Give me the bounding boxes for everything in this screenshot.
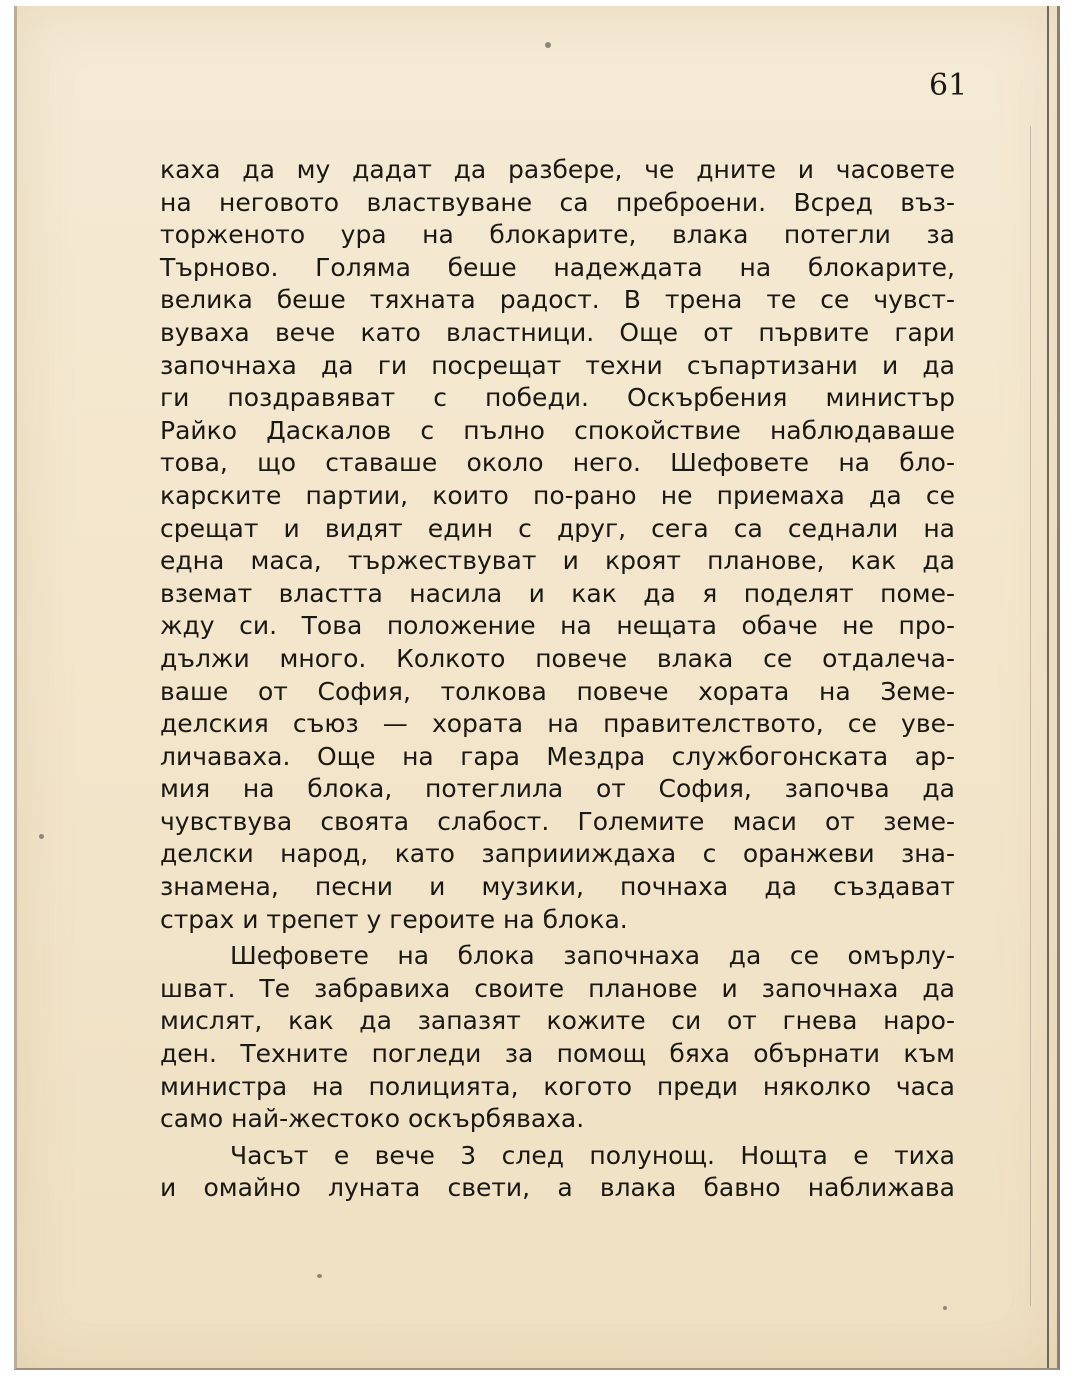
print-speck	[943, 1306, 947, 1310]
page-edge-shadow	[1047, 6, 1049, 1368]
text-line: на неговото властвуване са преброени. Всред въз-	[160, 187, 955, 217]
text-line: министра на полицията, когото преди няколко часа	[160, 1071, 955, 1101]
text-line: Търново. Голяма беше надеждата на блокарите,	[160, 252, 955, 282]
text-line: каха да му дадат да разбере, че дните и часовете	[160, 155, 955, 184]
text-line: жду си. Това положение на нещата обаче не про-	[160, 611, 955, 641]
body-text	[160, 154, 955, 1205]
text-line: срещат и видят един с друг, сега са седнали на	[160, 513, 955, 543]
text-line: дължи много. Колкото повече влака се отдалеча-	[160, 643, 955, 673]
text-line: карските партии, които по-рано не приемаха да се	[160, 480, 955, 510]
text-line: една маса, тържествуват и кроят планове, как да	[160, 546, 955, 576]
text-line: страх и трепет у героите на блока.	[160, 904, 628, 934]
text-line: делския съюз — хората на правителството, се уве-	[160, 709, 955, 739]
text-line: само най-жестоко оскърбяваха.	[160, 1104, 585, 1134]
text-line: ваше от София, толкова повече хората на Земе-	[160, 676, 955, 706]
text-line: това, що ставаше около него. Шефовете на бло-	[160, 448, 955, 478]
text-line: чувствува своята слабост. Големите маси от земе-	[160, 806, 955, 836]
text-line: знамена, песни и музики, почнаха да създават	[160, 872, 955, 902]
text-line: ги поздравяват с победи. Оскърбения министър	[160, 383, 955, 413]
text-line: мислят, как да запазят кожите си от гнева наро-	[160, 1006, 955, 1036]
text-line: Райко Даскалов с пълно спокойствие наблюдаваше	[160, 415, 955, 445]
page-fold-line	[1030, 126, 1031, 1306]
text-line: шват. Те забравиха своите планове и започнаха да	[160, 973, 955, 1003]
paragraph	[160, 940, 955, 1136]
text-line: делски народ, като заприииждаха с оранжеви зна-	[160, 839, 955, 869]
paragraph	[160, 154, 955, 936]
text-line: вуваха вече като властници. Още от първите гари	[160, 317, 955, 347]
print-speck	[545, 42, 551, 48]
text-line: ден. Техните погледи за помощ бяха обърнати към	[160, 1039, 955, 1069]
text-line: Шефовете на блока започнаха да се омърлу-	[230, 941, 955, 971]
text-line: торженото ура на блокарите, влака потегли за	[160, 220, 955, 250]
text-line: започнаха да ги посрещат техни съпартизани и да	[160, 350, 955, 380]
text-line: вземат властта насила и как да я поделят поме-	[160, 578, 955, 608]
book-page	[14, 6, 1060, 1370]
text-line: мия на блока, потеглила от София, започва да	[160, 774, 955, 804]
text-line: Часът е вече 3 след полунощ. Нощта е тиха	[230, 1140, 955, 1170]
text-line: велика беше тяхната радост. В трена те се чувст-	[160, 285, 955, 315]
page-number: 61	[929, 68, 968, 103]
text-line: личаваха. Още на гара Мездра службогонската ар-	[160, 741, 955, 771]
text-line: и омайно луната свети, а влака бавно наближава	[160, 1173, 955, 1203]
print-speck	[39, 834, 44, 839]
paragraph	[160, 1140, 955, 1205]
print-speck	[317, 1274, 322, 1278]
